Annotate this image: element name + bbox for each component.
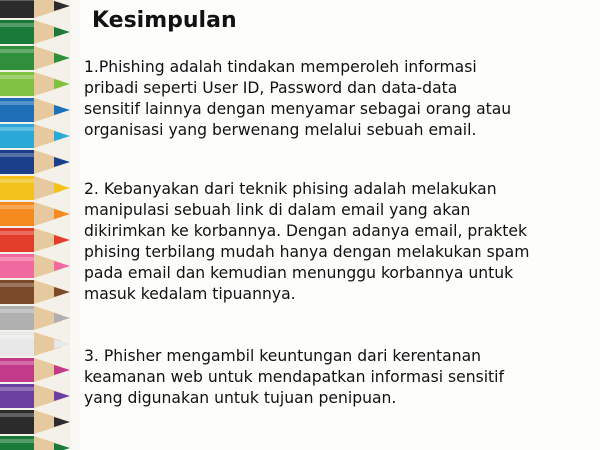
point-line: keamanan web untuk mendapatkan informasi sensitif xyxy=(84,368,504,386)
point-line: organisasi yang berwenang melalui sebuah email. xyxy=(84,121,477,139)
slide-content xyxy=(80,0,595,450)
point-line: masuk kedalam tipuannya. xyxy=(84,285,296,303)
point-line: 3. Phisher mengambil keuntungan dari kerentanan xyxy=(84,347,482,365)
conclusion-point-1 xyxy=(84,57,594,141)
point-line: sensitif lainnya dengan menyamar sebagai orang atau xyxy=(84,100,512,118)
point-line: phising terbilang mudah hanya dengan melakukan spam xyxy=(84,243,530,261)
point-line: 2. Kebanyakan dari teknik phising adalah melakukan xyxy=(84,180,497,198)
conclusion-point-2 xyxy=(84,179,594,305)
point-line: pribadi seperti User ID, Password dan data-data xyxy=(84,79,458,97)
point-line: dikirimkan ke korbannya. Dengan adanya email, praktek xyxy=(84,222,528,240)
slide-title: Kesimpulan xyxy=(92,8,237,33)
conclusion-point-3 xyxy=(84,346,594,409)
point-line: pada email dan kemudian menunggu korbannya untuk xyxy=(84,264,514,282)
point-line: yang digunakan untuk tujuan penipuan. xyxy=(84,389,397,407)
colored-pencils-border xyxy=(0,0,80,450)
point-line: 1.Phishing adalah tindakan memperoleh informasi xyxy=(84,58,477,76)
point-line: manipulasi sebuah link di dalam email yang akan xyxy=(84,201,471,219)
